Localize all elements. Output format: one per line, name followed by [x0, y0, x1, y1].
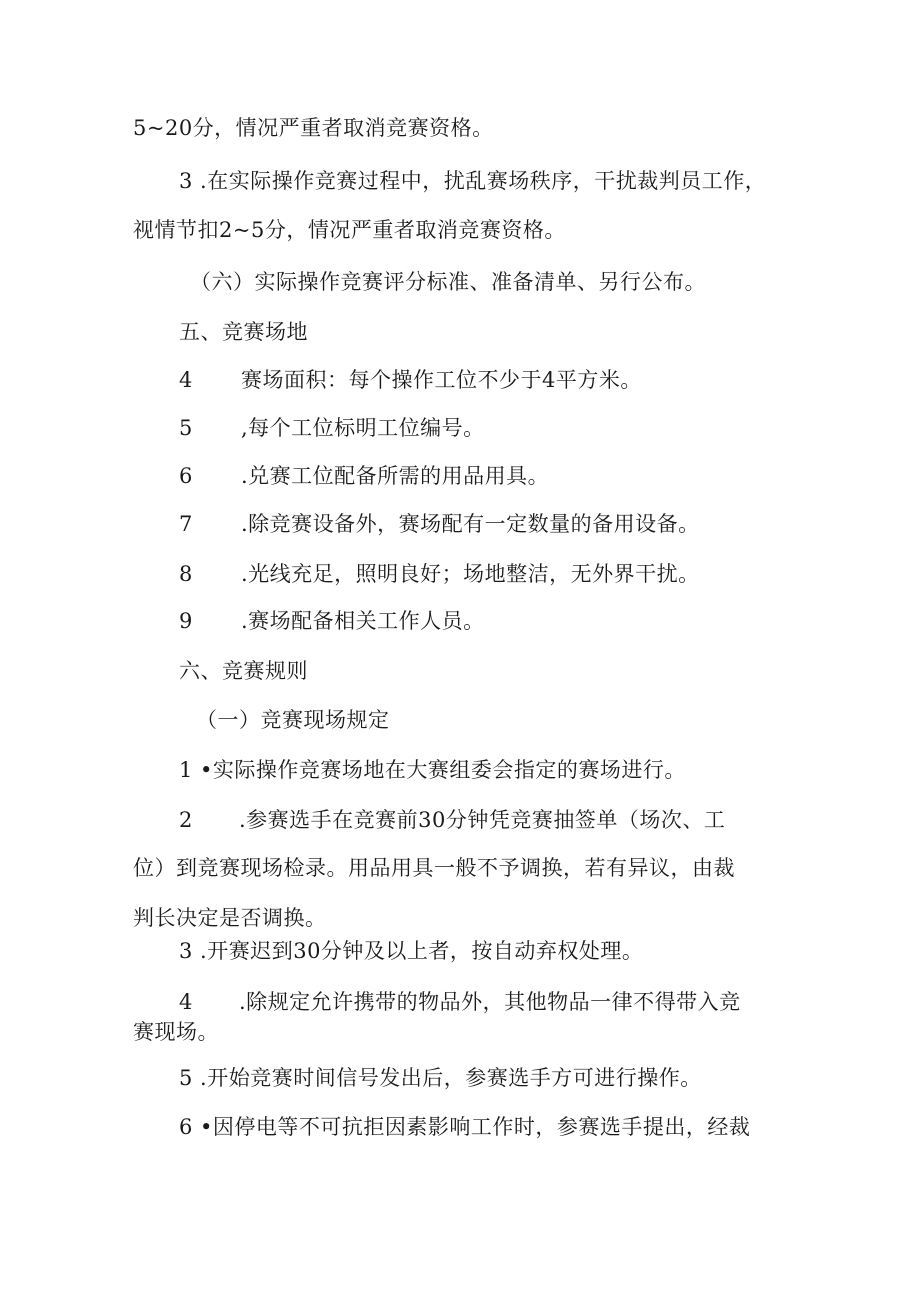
list-item-number: 6 [179, 464, 193, 488]
paragraph-line: 判长决定是否调换。 [133, 906, 327, 930]
list-item-text: .兑赛工位配备所需的用品用具。 [241, 464, 550, 488]
paragraph-line: 1 •实际操作竞赛场地在大赛组委会指定的赛场进行。 [179, 758, 686, 782]
paragraph-line: 赛现场。 [133, 1020, 219, 1044]
list-item-text: ,每个工位标明工位编号。 [241, 416, 485, 440]
list-item-text: .除规定允许携带的物品外，其他物品一律不得带入竞 [239, 990, 741, 1014]
paragraph-line: 视情节扣2~5分，情况严重者取消竞赛资格。 [133, 218, 566, 242]
list-item-number: 9 [179, 609, 193, 633]
list-item [179, 366, 642, 394]
list-item-number: 8 [179, 562, 193, 586]
paragraph-line: 位）到竞赛现场检录。用品用具一般不予调换，若有异议，由裁 [133, 856, 735, 880]
paragraph-line: 6 •因停电等不可抗拒因素影响工作时，参赛选手提出，经裁 [179, 1115, 751, 1139]
list-item-text: .除竞赛设备外，赛场配有一定数量的备用设备。 [241, 512, 700, 536]
paragraph-line: 3 .在实际操作竞赛过程中，扰乱赛场秩序，干扰裁判员工作， [179, 169, 767, 193]
paragraph-line: 5~20分，情况严重者取消竞赛资格。 [133, 116, 494, 140]
list-item [179, 988, 741, 1016]
list-item [179, 806, 725, 834]
list-item [179, 510, 700, 538]
list-item [179, 607, 485, 635]
list-item-text: .赛场配备相关工作人员。 [241, 609, 485, 633]
list-item-number: 4 [179, 990, 193, 1014]
list-item-text: .光线充足，照明良好；场地整洁，无外界干扰。 [241, 562, 700, 586]
list-item [179, 560, 700, 588]
subsection-heading: （一）竞赛现场规定 [196, 708, 390, 732]
list-item-number: 2 [179, 808, 193, 832]
paragraph-line: 3 .开赛迟到30分钟及以上者，按自动弃权处理。 [179, 939, 644, 963]
paragraph-line: （六）实际操作竞赛评分标准、准备清单、另行公布。 [190, 270, 706, 294]
list-item [179, 414, 485, 442]
list-item-number: 7 [179, 512, 193, 536]
list-item-text: .参赛选手在竞赛前30分钟凭竞赛抽签单（场次、工 [239, 808, 726, 832]
section-heading: 五、竞赛场地 [179, 320, 308, 344]
section-heading: 六、竞赛规则 [179, 659, 308, 683]
list-item-number: 4 [179, 368, 193, 392]
list-item [179, 462, 549, 490]
list-item-text: 赛场面积：每个操作工位不少于4平方米。 [241, 368, 642, 392]
paragraph-line: 5 .开始竞赛时间信号发出后，参赛选手方可进行操作。 [179, 1066, 702, 1090]
list-item-number: 5 [179, 416, 193, 440]
